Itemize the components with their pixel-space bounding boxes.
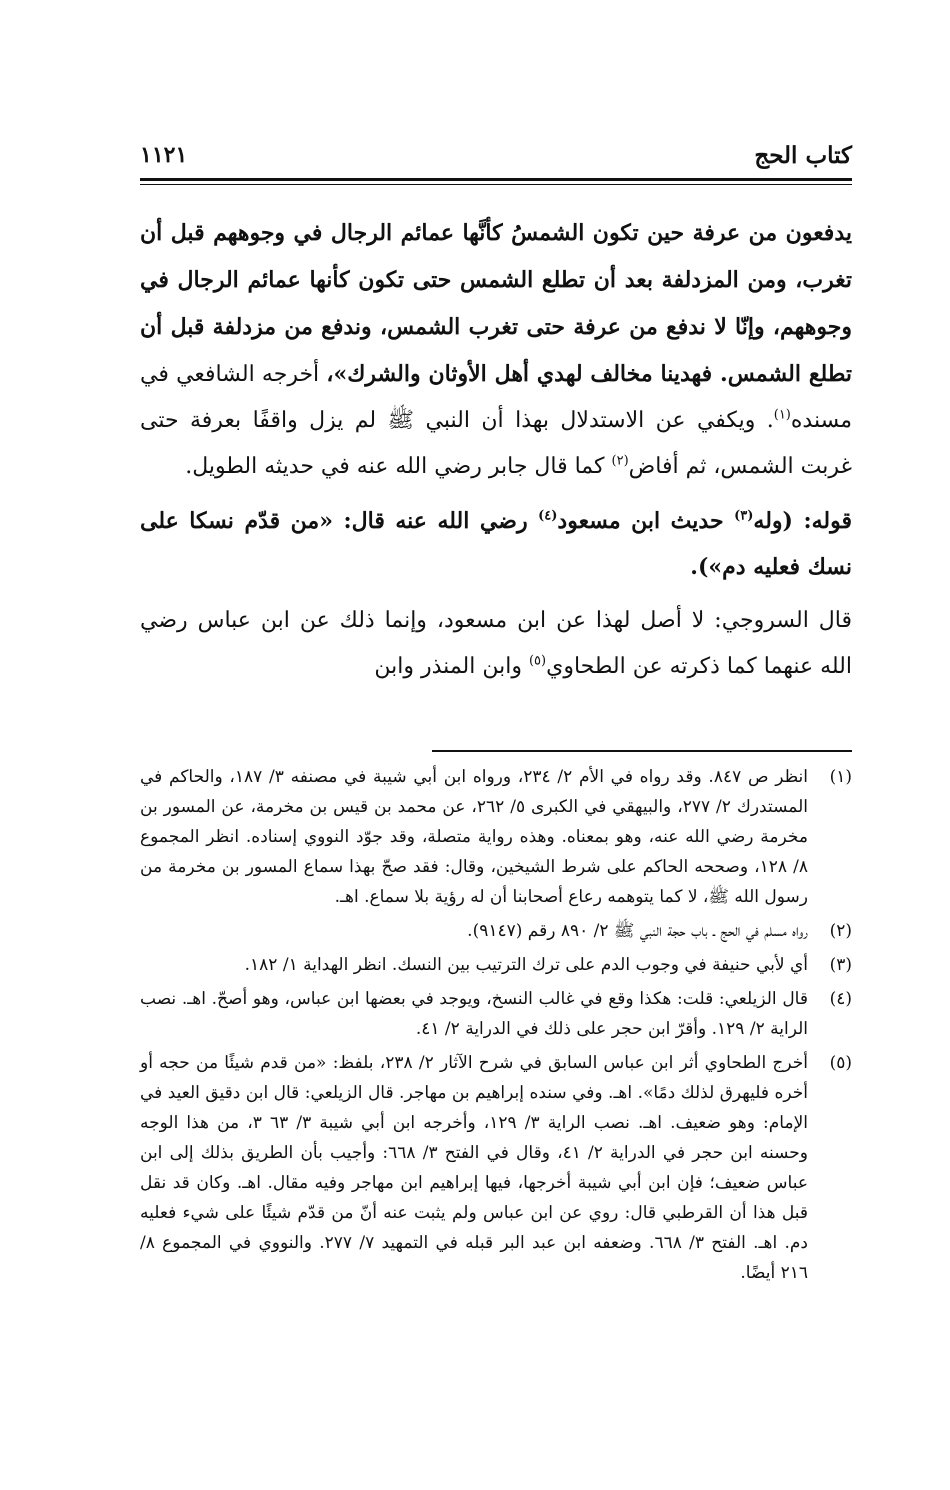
footnote-text: أي لأبي حنيفة في وجوب الدم على ترك الترتيب بين النسك. انظر الهداية ١/ ١٨٢. [244, 955, 808, 975]
qawluhu-text: قوله: (وله [753, 508, 852, 534]
footnote-number: (١) [829, 767, 852, 787]
footnote-ref-4: (٤) [538, 508, 558, 524]
footnote-number: (٥) [829, 1053, 852, 1073]
header-rule-thin [140, 184, 852, 185]
footnote-ref-2: (٢) [611, 453, 629, 469]
footnote-number: (٣) [829, 955, 852, 975]
footnote-number: (٤) [829, 989, 852, 1009]
paragraph-saruji [140, 598, 852, 690]
paragraph-text: وابن المنذر وابن [374, 654, 529, 679]
qawluhu-text: رضي الله عنه قال: «من قدّم نسكا على نسك فعليه دم»). [140, 508, 852, 580]
footnote-ref-5: (٥) [528, 653, 547, 669]
footnote-number: (٢) [829, 921, 852, 941]
footnote [140, 762, 852, 912]
footnote [140, 984, 852, 1044]
paragraph-text: أخرجه الشافعي في مسنده [140, 362, 852, 433]
footnote-ref-3: (٣) [734, 508, 754, 524]
footnote [140, 1048, 852, 1288]
footnote-text: أخرج الطحاوي أثر ابن عباس السابق في شرح الآثار ٢/ ٢٣٨، بلفظ: «من قدم شيئًا من حجه أو أخره فليهرق لذلك دمًا». اهـ. وفي سنده إبراهيم بن مهاجر. قال الزيلعي: قال ابن دقيق العيد في الإمام: وهو ضعيف. اهـ. نصب الراية ٣/ ١٢٩، وأخرجه ابن أبي شيبة ٣/ ٦٣ ٣، من هذا الوجه وحسنه ابن حجر في الدراية ٢/ ٤١، وقال في الفتح ٣/ ٦٦٨: وأجيب بأن الطريق بذلك إلى ابن عباس ضعيف؛ فإن ابن أبي شيبة أخرجها، فيها إبراهيم ابن مهاجر وفيه مقال. اهـ. وكان قد نقل قبل هذا أن القرطبي قال: روي عن ابن عباس ولم يثبت عنه أنّ من قدّم شيئًا على شيء فعليه دم. اهـ. الفتح ٣/ ٦٦٨. وضعفه ابن عبد البر قبله في التمهيد ٧/ ٢٧٧. والنووي في المجموع ٨/ ٢١٦ أيضًا. [140, 1053, 809, 1283]
footnote-text: انظر ص ٨٤٧. وقد رواه في الأم ٢/ ٢٣٤، ورواه ابن أبي شيبة في مصنفه ٣/ ١٨٧، والحاكم في المستدرك ٢/ ٢٧٧، والبيهقي في الكبرى ٥/ ٢٦٢، عن محمد بن قيس بن مخرمة، عن المسور بن مخرمة رضي الله عنه، وهو بمعناه. وهذه رواية متصلة، وقد جوّد النووي إسناده. انظر المجموع ٨/ ١٢٨، وصححه الحاكم على شرط الشيخين، وقال: فقد صحّ بهذا سماع المسور بن مخرمة من رسول الله ﷺ، لا كما يتوهمه رعاع أصحابنا أن له رؤية بلا سماع. اهـ. [140, 767, 809, 907]
footnote-text: رواه مسلم في الحج ـ باب حجة النبي ﷺ ٢/ ٨٩٠ رقم (٩١٤٧). [467, 921, 808, 941]
paragraph-text: قال السروجي: لا أصل لهذا عن ابن مسعود، وإنما ذلك عن ابن عباس رضي الله عنهما كما ذكرته عن الطحاوي [140, 608, 852, 679]
footnote-ref-1: (١) [773, 407, 791, 423]
paragraph-text: . ويكفي عن الاستدلال بهذا أن النبي ﷺ لم يزل واقفًا بعرفة حتى غربت الشمس، ثم أفاض [140, 408, 852, 479]
footnote [140, 916, 852, 946]
main-text [140, 210, 852, 690]
page-header [140, 132, 852, 176]
page-number: ١١٢١ [140, 142, 188, 168]
footnote-separator [432, 750, 852, 752]
footnote-text: قال الزيلعي: قلت: هكذا وقع في غالب النسخ، ويوجد في بعضها ابن عباس، وهو أصحّ. اهـ. نصب الراية ٢/ ١٢٩. وأقرّ ابن حجر على ذلك في الدراية ٢/ ٤١. [140, 989, 808, 1039]
footnotes [140, 762, 852, 1292]
paragraph-qawluhu [140, 498, 852, 590]
hadith-quote: يدفعون من عرفة حين تكون الشمسُ كأنَّها عمائم الرجال في وجوههم قبل أن تغرب، ومن المزدلفة بعد أن تطلع الشمس حتى تكون كأنها عمائم الرجال في وجوههم، وإنّا لا ندفع من عرفة حتى تغرب الشمس، وندفع من مزدلفة قبل أن تطلع الشمس. فهدينا مخالف لهدي أهل الأوثان والشرك»، [140, 220, 852, 387]
chapter-title: كتاب الحج [754, 142, 852, 169]
qawluhu-text: حديث ابن مسعود [557, 508, 735, 534]
header-rule-thick [140, 178, 852, 181]
paragraph-hadith [140, 210, 852, 490]
footnote [140, 950, 852, 980]
paragraph-text: كما قال جابر رضي الله عنه في حديثه الطويل. [185, 454, 612, 479]
